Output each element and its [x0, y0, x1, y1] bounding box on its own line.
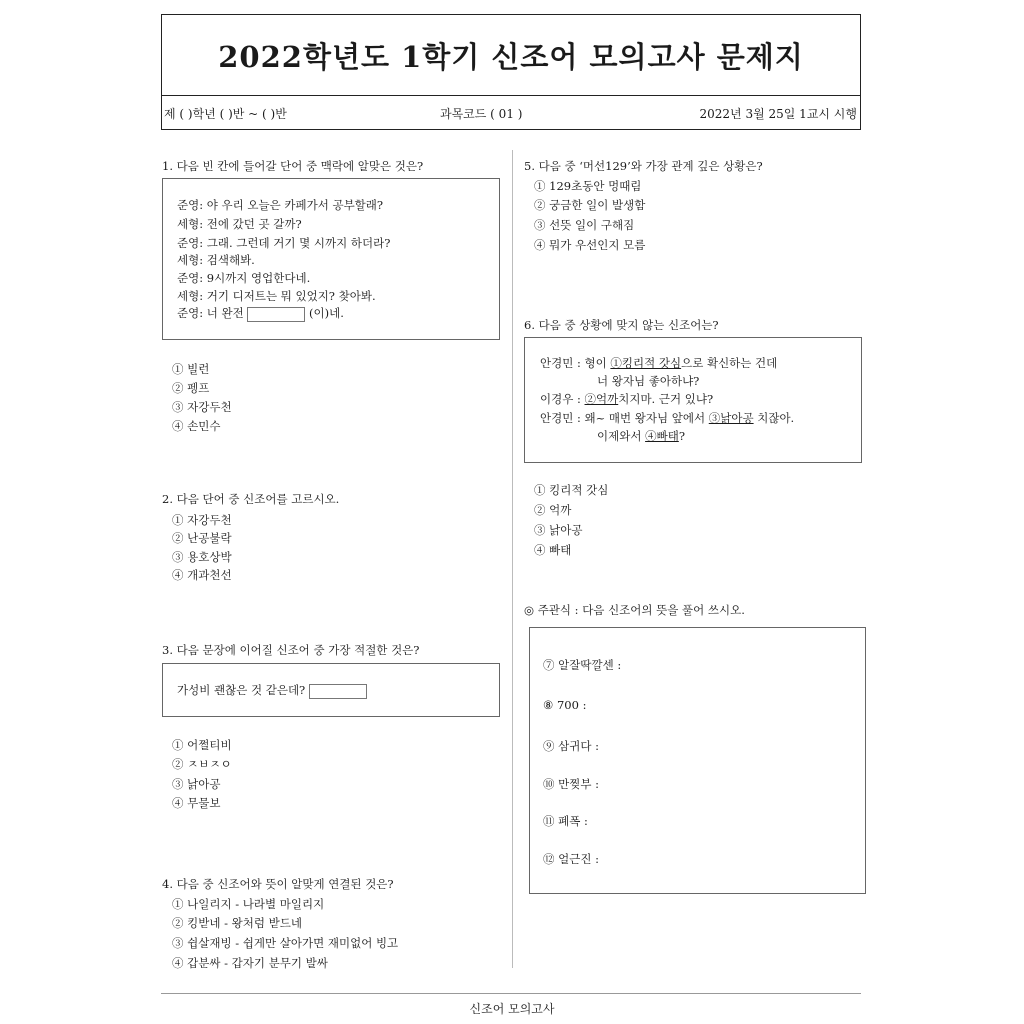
q4-option: ③ 쉽살재빙 - 쉽게만 살아가면 재미없어 빙고: [172, 936, 399, 950]
q6-dialogue-line: 너 왕자님 좋아하냐?: [597, 374, 700, 388]
q1-dialogue-line: 준영: 그래. 그런데 거기 몇 시까지 하더라?: [177, 236, 391, 250]
q6-option: ② 억까: [534, 503, 572, 517]
question-6-prompt: 6. 다음 중 상황에 맞지 않는 신조어는?: [524, 318, 719, 332]
q1-dialogue-line: 세형: 전에 갔던 곳 갈까?: [177, 217, 302, 231]
subject-code: 과목코드 ( 01 ): [440, 107, 523, 121]
q6-line1-pre: 안경민 : 형이: [540, 356, 611, 370]
question-3-prompt: 3. 다음 문장에 이어질 신조어 중 가장 적절한 것은?: [162, 643, 420, 657]
q3-sentence-line: [177, 682, 367, 699]
q5-option: ② 궁금한 일이 발생함: [534, 198, 646, 212]
class-info: 제 ( )학년 ( )반 ~ ( )반: [164, 107, 287, 121]
q2-option: ② 난공불락: [172, 531, 232, 545]
q2-option: ① 자강두천: [172, 513, 232, 527]
q3-option: ① 어쩔티비: [172, 738, 232, 752]
q6-line1-post: 으로 확신하는 건데: [681, 356, 778, 370]
q1-dialogue-line-blank: [177, 305, 344, 322]
q6-marked-term-2: ②억까: [584, 392, 619, 406]
q3-option: ③ 낡아공: [172, 777, 221, 791]
q6-option: ④ 빠태: [534, 543, 572, 557]
column-divider: [512, 150, 513, 968]
q2-option: ③ 용호상박: [172, 550, 232, 564]
q6-line5-pre: 이제와서: [597, 429, 646, 443]
q6-dialogue-line: [597, 428, 685, 444]
q3-option: ④ 무물보: [172, 796, 221, 810]
q3-option: ② ㅈㅂㅈㅇ: [172, 757, 232, 771]
exam-date: 2022년 3월 25일 1교시 시행: [699, 107, 857, 121]
q4-option: ④ 갑분싸 - 갑자기 분무기 발싸: [172, 956, 328, 970]
q1-dialogue-line: 세형: 검색해봐.: [177, 253, 255, 267]
question-5-prompt: 5. 다음 중 ‘머선129’와 가장 관계 깊은 상황은?: [524, 159, 763, 173]
q6-line4-post: 치잖아.: [753, 411, 795, 425]
q1-dialogue-line: 세형: 거기 디저트는 뭐 있었지? 찾아봐.: [177, 289, 376, 303]
q5-option: ③ 선뜻 일이 구해짐: [534, 218, 635, 232]
footer-text: 신조어 모의고사: [469, 1002, 555, 1016]
q1-blank-suffix: (이)네.: [309, 306, 344, 320]
title-box: [161, 14, 861, 96]
q5-option: ④ 뭐가 우선인지 모름: [534, 238, 646, 252]
q3-sentence: 가성비 괜찮은 것 같은데?: [177, 683, 306, 697]
q6-option: ① 킹리적 갓심: [534, 483, 609, 497]
q5-option: ① 129초동안 멍때림: [534, 179, 642, 193]
q6-marked-term-1: ①킹리적 갓심: [610, 356, 682, 370]
subjective-item: ⑨ 삼귀다 :: [543, 739, 600, 753]
info-row: [161, 96, 861, 130]
subjective-item: ⑩ 만찢부 :: [543, 777, 600, 791]
q6-dialogue-line: [540, 355, 777, 371]
q1-dialogue-line: 준영: 9시까지 영업한다네.: [177, 271, 311, 285]
q1-dialogue-line: 준영: 야 우리 오늘은 카페가서 공부할래?: [177, 198, 384, 212]
q6-line5-post: ?: [678, 429, 685, 443]
q6-dialogue-line: [540, 391, 713, 407]
q6-line3-pre: 이경우 :: [540, 392, 585, 406]
q1-option: ③ 자강두천: [172, 400, 232, 414]
q3-blank-box: [309, 684, 367, 699]
subjective-item: ⑫ 얼근진 :: [543, 852, 600, 866]
question-4-prompt: 4. 다음 중 신조어와 뜻이 알맞게 연결된 것은?: [162, 877, 394, 891]
q1-blank-box: [247, 307, 305, 322]
q6-dialogue-line: [540, 410, 794, 426]
subjective-prompt: ◎ 주관식 : 다음 신조어의 뜻을 풀어 쓰시오.: [524, 603, 745, 617]
subjective-item: ⑦ 알잘딱깔센 :: [543, 658, 622, 672]
q6-marked-term-3: ③낡아공: [708, 411, 754, 425]
subjective-item: ⑧ 700 :: [543, 698, 587, 712]
page-title: 2022학년도 1학기 신조어 모의고사 문제지: [218, 39, 804, 74]
footer-divider: [161, 993, 861, 994]
question-2-prompt: 2. 다음 단어 중 신조어를 고르시오.: [162, 492, 340, 506]
q1-option: ④ 손민수: [172, 419, 221, 433]
q1-dialogue-text: 준영: 너 완전: [177, 306, 244, 320]
question-1-prompt: 1. 다음 빈 칸에 들어갈 단어 중 맥락에 알맞은 것은?: [162, 159, 424, 173]
q6-option: ③ 낡아공: [534, 523, 583, 537]
q1-option: ① 빌런: [172, 362, 210, 376]
q2-option: ④ 개과천선: [172, 568, 232, 582]
q4-option: ② 킹받네 - 왕처럼 받드네: [172, 916, 302, 930]
q1-option: ② 펭프: [172, 381, 210, 395]
q6-line4-pre: 안경민 : 왜~ 매번 왕자님 앞에서: [540, 411, 709, 425]
q6-marked-term-4: ④빠태: [645, 429, 679, 443]
q6-line3-post: 치지마. 근거 있냐?: [618, 392, 714, 406]
subjective-item: ⑪ 폐폭 :: [543, 814, 588, 828]
q4-option: ① 나일리지 - 나라별 마일리지: [172, 897, 325, 911]
